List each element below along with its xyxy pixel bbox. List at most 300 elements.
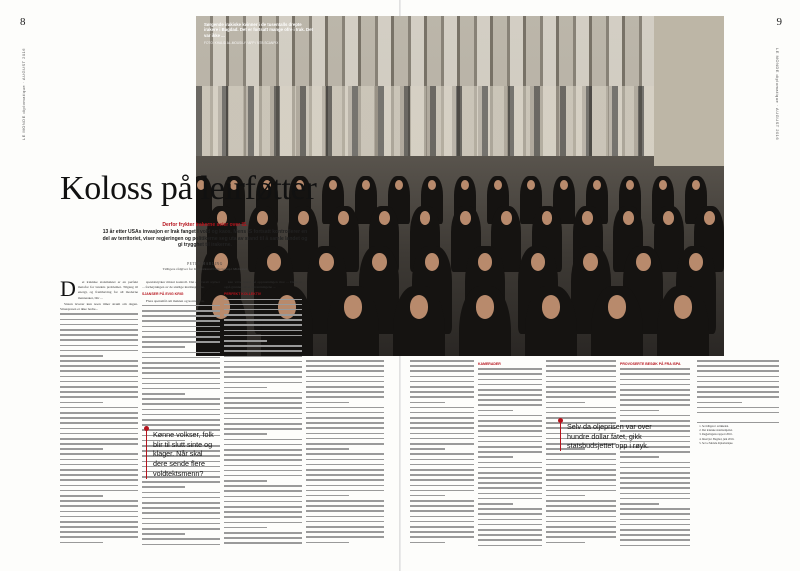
text-line bbox=[546, 412, 616, 414]
body-column-7 bbox=[546, 360, 616, 552]
text-line bbox=[697, 391, 779, 393]
body-text-lines bbox=[224, 299, 302, 544]
text-line bbox=[224, 444, 302, 446]
body-column-2 bbox=[142, 280, 220, 552]
text-line bbox=[410, 438, 474, 440]
mourner-face bbox=[659, 180, 667, 190]
text-line bbox=[306, 516, 384, 518]
text-line bbox=[478, 430, 542, 432]
text-line bbox=[478, 534, 542, 536]
mourner-face bbox=[531, 253, 545, 271]
footnote-item: 2. Det irakiske statsbudsjettet. bbox=[702, 429, 779, 433]
mourner-face bbox=[689, 253, 703, 271]
text-line bbox=[224, 527, 267, 529]
text-line bbox=[224, 516, 302, 518]
text-line bbox=[620, 524, 690, 526]
text-line bbox=[620, 456, 659, 458]
text-line bbox=[142, 331, 220, 333]
footnote-item: 5. Se Le Monde diplomatique. bbox=[702, 442, 779, 446]
text-line bbox=[224, 330, 302, 332]
dropcap: D bbox=[60, 280, 76, 301]
mourner-face bbox=[692, 180, 700, 190]
article-title: Koloss på leirføtter bbox=[60, 170, 317, 207]
text-line bbox=[60, 428, 138, 430]
mourner-face bbox=[663, 211, 674, 225]
text-line bbox=[478, 545, 542, 547]
text-line bbox=[142, 398, 220, 400]
mourner-face bbox=[460, 211, 471, 225]
text-line bbox=[142, 497, 220, 499]
text-line bbox=[620, 529, 690, 531]
text-line bbox=[697, 407, 779, 409]
text-line bbox=[546, 381, 616, 383]
byline bbox=[120, 262, 290, 272]
mourner-face bbox=[410, 295, 429, 318]
footnote-item: 4. Intervju i Bagdad, juni 2016. bbox=[702, 438, 779, 442]
text-line bbox=[306, 469, 384, 471]
text-line bbox=[546, 386, 616, 388]
text-line bbox=[410, 391, 474, 393]
text-line bbox=[697, 381, 779, 383]
text-line bbox=[142, 383, 220, 385]
text-line bbox=[60, 443, 138, 445]
text-line bbox=[410, 453, 474, 455]
mourner-face bbox=[501, 211, 512, 225]
text-line bbox=[620, 368, 690, 370]
text-line bbox=[306, 495, 349, 497]
text-line bbox=[224, 345, 302, 347]
text-line bbox=[546, 469, 616, 471]
mourner-face bbox=[542, 295, 561, 318]
text-line bbox=[478, 477, 542, 479]
text-line bbox=[224, 522, 302, 524]
text-line bbox=[142, 326, 220, 328]
text-line bbox=[60, 350, 138, 352]
text-line bbox=[60, 381, 138, 383]
text-line bbox=[60, 339, 138, 341]
text-line bbox=[142, 419, 220, 421]
text-line bbox=[224, 485, 302, 487]
text-line bbox=[478, 487, 542, 489]
text-line bbox=[410, 360, 474, 362]
text-line bbox=[478, 462, 542, 464]
text-line bbox=[60, 479, 138, 481]
text-line bbox=[410, 396, 474, 398]
text-line bbox=[410, 386, 474, 388]
text-line bbox=[60, 500, 138, 502]
mourner-face bbox=[478, 253, 492, 271]
body-column-9 bbox=[697, 360, 779, 420]
text-line bbox=[306, 433, 384, 435]
text-line bbox=[60, 438, 138, 440]
body-text-lines bbox=[620, 368, 690, 546]
text-line bbox=[697, 376, 779, 378]
text-line bbox=[478, 519, 542, 521]
page-number-left: 8 bbox=[20, 16, 26, 28]
running-head-right: LE MONDE diplomatique · AUGUST 2016 bbox=[775, 48, 780, 141]
text-line bbox=[306, 422, 384, 424]
text-line bbox=[142, 388, 220, 390]
text-line bbox=[60, 370, 138, 372]
text-line bbox=[306, 365, 384, 367]
text-line bbox=[224, 418, 302, 420]
text-line bbox=[60, 516, 138, 518]
text-line bbox=[478, 389, 542, 391]
text-line bbox=[142, 409, 220, 411]
text-line bbox=[410, 381, 474, 383]
text-line bbox=[60, 474, 138, 476]
text-line bbox=[306, 536, 384, 538]
text-line bbox=[546, 453, 616, 455]
text-line bbox=[306, 464, 384, 466]
photo-building bbox=[654, 16, 724, 166]
footnotes-list bbox=[697, 425, 779, 446]
text-line bbox=[224, 465, 302, 467]
mourner-figure bbox=[459, 286, 511, 356]
text-line bbox=[410, 526, 474, 528]
mourner-face bbox=[329, 180, 337, 190]
text-line bbox=[60, 412, 138, 414]
text-line bbox=[142, 372, 220, 374]
text-line bbox=[410, 370, 474, 372]
text-line bbox=[546, 396, 616, 398]
text-line bbox=[546, 360, 616, 362]
mourner-figure bbox=[657, 286, 709, 356]
text-line bbox=[546, 500, 616, 502]
text-line bbox=[224, 335, 302, 337]
text-line bbox=[224, 413, 302, 415]
text-line bbox=[142, 367, 220, 369]
text-line bbox=[142, 346, 185, 348]
mourner-face bbox=[344, 295, 363, 318]
mourner-face bbox=[461, 180, 469, 190]
body-column-8 bbox=[620, 360, 690, 552]
text-line bbox=[478, 456, 513, 458]
mourner-face bbox=[372, 253, 386, 271]
text-line bbox=[306, 500, 384, 502]
body-column-5 bbox=[410, 360, 474, 552]
text-line bbox=[410, 412, 474, 414]
text-line bbox=[620, 503, 659, 505]
text-line bbox=[697, 360, 779, 362]
article-kicker: Derfor frykter irakerne seier over IS. bbox=[162, 222, 248, 228]
text-line bbox=[546, 526, 616, 528]
text-line bbox=[620, 477, 690, 479]
text-line bbox=[410, 417, 474, 419]
text-line bbox=[410, 407, 474, 409]
text-line bbox=[620, 539, 690, 541]
text-line bbox=[697, 396, 779, 398]
col1-para-2: Staten leverer kun noen timer strøm om dagen. Situasjonen er ikke bedre... bbox=[60, 301, 138, 312]
text-line bbox=[620, 462, 690, 464]
text-line bbox=[60, 313, 138, 315]
body-text-lines bbox=[478, 368, 542, 546]
text-line bbox=[478, 368, 542, 370]
text-line bbox=[60, 433, 138, 435]
text-line bbox=[306, 386, 384, 388]
text-line bbox=[620, 384, 690, 386]
text-line bbox=[546, 459, 616, 461]
text-line bbox=[478, 415, 542, 417]
text-line bbox=[410, 376, 474, 378]
text-line bbox=[410, 443, 474, 445]
text-line bbox=[620, 415, 690, 417]
mourner-face bbox=[338, 211, 349, 225]
text-line bbox=[478, 508, 542, 510]
text-line bbox=[224, 506, 302, 508]
pullquote-left-text: Kønne volkser, folk blir til slutt sinte og klager. Når skal dere sende flere voldtektsmenn? bbox=[153, 430, 214, 478]
footnotes-rule bbox=[697, 422, 779, 423]
text-line bbox=[142, 523, 220, 525]
text-line bbox=[142, 362, 220, 364]
article-lead bbox=[100, 222, 310, 249]
text-line bbox=[224, 542, 302, 544]
text-line bbox=[224, 371, 302, 373]
text-line bbox=[224, 454, 302, 456]
text-line bbox=[478, 379, 542, 381]
text-line bbox=[60, 355, 103, 357]
text-line bbox=[142, 305, 220, 307]
col3-para-1: kan være basert på opprustningen mot ... Dette er også grunnen til at forventningene ... bbox=[224, 280, 302, 290]
text-line bbox=[306, 427, 384, 429]
body-text-lines bbox=[142, 305, 220, 545]
text-line bbox=[306, 474, 384, 476]
text-line bbox=[60, 542, 103, 544]
text-line bbox=[478, 529, 542, 531]
text-line bbox=[306, 407, 384, 409]
text-line bbox=[546, 521, 616, 523]
text-line bbox=[60, 386, 138, 388]
pullquote-bullet bbox=[144, 426, 149, 431]
text-line bbox=[410, 422, 474, 424]
text-line bbox=[410, 469, 474, 471]
text-line bbox=[478, 498, 542, 500]
text-line bbox=[142, 310, 220, 312]
body-column-1 bbox=[60, 280, 138, 552]
text-line bbox=[224, 397, 302, 399]
text-line bbox=[142, 538, 220, 540]
mourner-face bbox=[319, 253, 333, 271]
text-line bbox=[60, 521, 138, 523]
text-line bbox=[60, 448, 103, 450]
text-line bbox=[620, 379, 690, 381]
body-text-lines bbox=[546, 360, 616, 543]
text-line bbox=[620, 508, 690, 510]
text-line bbox=[142, 481, 220, 483]
text-line bbox=[620, 482, 690, 484]
body-text-lines bbox=[306, 360, 384, 543]
mourner-figure bbox=[327, 286, 379, 356]
text-line bbox=[478, 410, 513, 412]
body-column-4 bbox=[306, 360, 384, 552]
text-line bbox=[142, 320, 220, 322]
mourner-face bbox=[362, 180, 370, 190]
text-line bbox=[224, 475, 302, 477]
text-line bbox=[224, 319, 302, 321]
text-line bbox=[478, 503, 513, 505]
text-line bbox=[224, 356, 302, 358]
text-line bbox=[60, 526, 138, 528]
text-line bbox=[410, 495, 445, 497]
article-lead-text: 13 år etter USAs invasjon er Irak fanget i vold og kaos. Mens IS fortsatt kontrollerer en del av territoriet, viser regjeringen og politikerne seg uta av stand til å samle landet og gi trygghet til irakerne. bbox=[102, 228, 308, 249]
text-line bbox=[546, 376, 616, 378]
mourner-face bbox=[425, 253, 439, 271]
heading-1: SJANSER PÅ EVIG KRIG bbox=[142, 292, 184, 297]
text-line bbox=[620, 519, 690, 521]
text-line bbox=[60, 391, 138, 393]
text-line bbox=[410, 474, 474, 476]
text-line bbox=[306, 360, 384, 362]
text-line bbox=[478, 446, 542, 448]
text-line bbox=[546, 391, 616, 393]
body-text-lines bbox=[697, 360, 779, 413]
text-line bbox=[410, 542, 445, 544]
page-number-right: 9 bbox=[776, 16, 782, 28]
text-line bbox=[478, 394, 542, 396]
footnotes bbox=[697, 422, 779, 446]
text-line bbox=[546, 370, 616, 372]
text-line bbox=[410, 479, 474, 481]
text-line bbox=[620, 487, 690, 489]
text-line bbox=[478, 524, 542, 526]
text-line bbox=[410, 521, 474, 523]
mourner-face bbox=[674, 295, 693, 318]
text-line bbox=[224, 511, 302, 513]
text-line bbox=[478, 404, 542, 406]
mourner-face bbox=[476, 295, 495, 318]
text-line bbox=[224, 532, 302, 534]
text-line bbox=[306, 396, 384, 398]
text-line bbox=[410, 500, 474, 502]
text-line bbox=[410, 365, 474, 367]
text-line bbox=[60, 453, 138, 455]
text-line bbox=[546, 505, 616, 507]
photo-caption bbox=[204, 22, 314, 45]
text-line bbox=[142, 352, 220, 354]
text-line bbox=[60, 324, 138, 326]
text-line bbox=[224, 324, 302, 326]
text-line bbox=[142, 357, 220, 359]
text-line bbox=[224, 299, 302, 301]
text-line bbox=[546, 407, 616, 409]
text-line bbox=[142, 393, 185, 395]
text-line bbox=[478, 493, 542, 495]
text-line bbox=[60, 365, 138, 367]
text-line bbox=[697, 365, 779, 367]
text-line bbox=[224, 433, 267, 435]
text-line bbox=[306, 459, 384, 461]
text-line bbox=[620, 373, 690, 375]
pullquote-bullet bbox=[558, 418, 563, 423]
text-line bbox=[60, 485, 138, 487]
text-line bbox=[620, 389, 690, 391]
text-line bbox=[410, 448, 445, 450]
text-line bbox=[478, 436, 542, 438]
photo-caption-text: Sørgende irakiske kvinner i de tusentalls drepte irakere i Bagdad. Det er fortsatt mange ofre i Irak. Det var ikke ... bbox=[204, 22, 313, 38]
text-line bbox=[478, 399, 542, 401]
text-line bbox=[142, 518, 220, 520]
text-line bbox=[224, 423, 302, 425]
mourner-figure bbox=[525, 286, 577, 356]
text-line bbox=[224, 376, 302, 378]
text-line bbox=[306, 417, 384, 419]
text-line bbox=[478, 472, 542, 474]
text-line bbox=[142, 512, 220, 514]
text-line bbox=[546, 536, 616, 538]
text-line bbox=[224, 501, 302, 503]
text-line bbox=[478, 482, 542, 484]
text-line bbox=[410, 510, 474, 512]
text-line bbox=[620, 467, 690, 469]
body-column-3 bbox=[224, 280, 302, 552]
text-line bbox=[224, 407, 302, 409]
text-line bbox=[546, 479, 616, 481]
footnote-item: 3. Regjeringens rapport 2016. bbox=[702, 433, 779, 437]
text-line bbox=[142, 424, 220, 426]
text-line bbox=[60, 511, 138, 513]
text-line bbox=[224, 361, 302, 363]
text-line bbox=[306, 542, 349, 544]
text-line bbox=[224, 428, 302, 430]
text-line bbox=[60, 531, 138, 533]
text-line bbox=[142, 403, 220, 405]
text-line bbox=[60, 469, 138, 471]
text-line bbox=[142, 544, 220, 546]
pullquote-left bbox=[146, 430, 218, 479]
text-line bbox=[478, 467, 542, 469]
mourner-face bbox=[593, 180, 601, 190]
text-line bbox=[224, 496, 302, 498]
pullquote-right bbox=[560, 422, 670, 451]
text-line bbox=[306, 402, 349, 404]
text-line bbox=[142, 341, 220, 343]
body-text-lines bbox=[60, 313, 138, 543]
col2-para-1: spesialstyrker mistet kontroll. Det er overalt styrker ... forhøyningen av de statlige institusjonene. bbox=[142, 280, 220, 290]
text-line bbox=[306, 453, 384, 455]
text-line bbox=[306, 443, 384, 445]
text-line bbox=[224, 340, 267, 342]
text-line bbox=[697, 386, 779, 388]
text-line bbox=[620, 410, 659, 412]
text-line bbox=[306, 381, 384, 383]
text-line bbox=[306, 391, 384, 393]
text-line bbox=[697, 402, 742, 404]
mourner-face bbox=[379, 211, 390, 225]
text-line bbox=[546, 417, 616, 419]
mourner-face bbox=[704, 211, 715, 225]
author-note: Tidligere rådgiver for International Crisis Group i Midtøsten bbox=[162, 267, 248, 272]
text-line bbox=[478, 513, 542, 515]
text-line bbox=[142, 486, 185, 488]
text-line bbox=[410, 505, 474, 507]
text-line bbox=[410, 427, 474, 429]
text-line bbox=[478, 441, 542, 443]
text-line bbox=[142, 378, 220, 380]
text-line bbox=[60, 490, 138, 492]
text-line bbox=[224, 490, 302, 492]
mourner-face bbox=[636, 253, 650, 271]
text-line bbox=[306, 485, 384, 487]
text-line bbox=[697, 370, 779, 372]
text-line bbox=[410, 490, 474, 492]
text-line bbox=[224, 350, 302, 352]
text-line bbox=[410, 464, 474, 466]
text-line bbox=[620, 493, 690, 495]
text-line bbox=[306, 510, 384, 512]
text-line bbox=[60, 495, 103, 497]
mourner-face bbox=[582, 211, 593, 225]
text-line bbox=[306, 448, 349, 450]
